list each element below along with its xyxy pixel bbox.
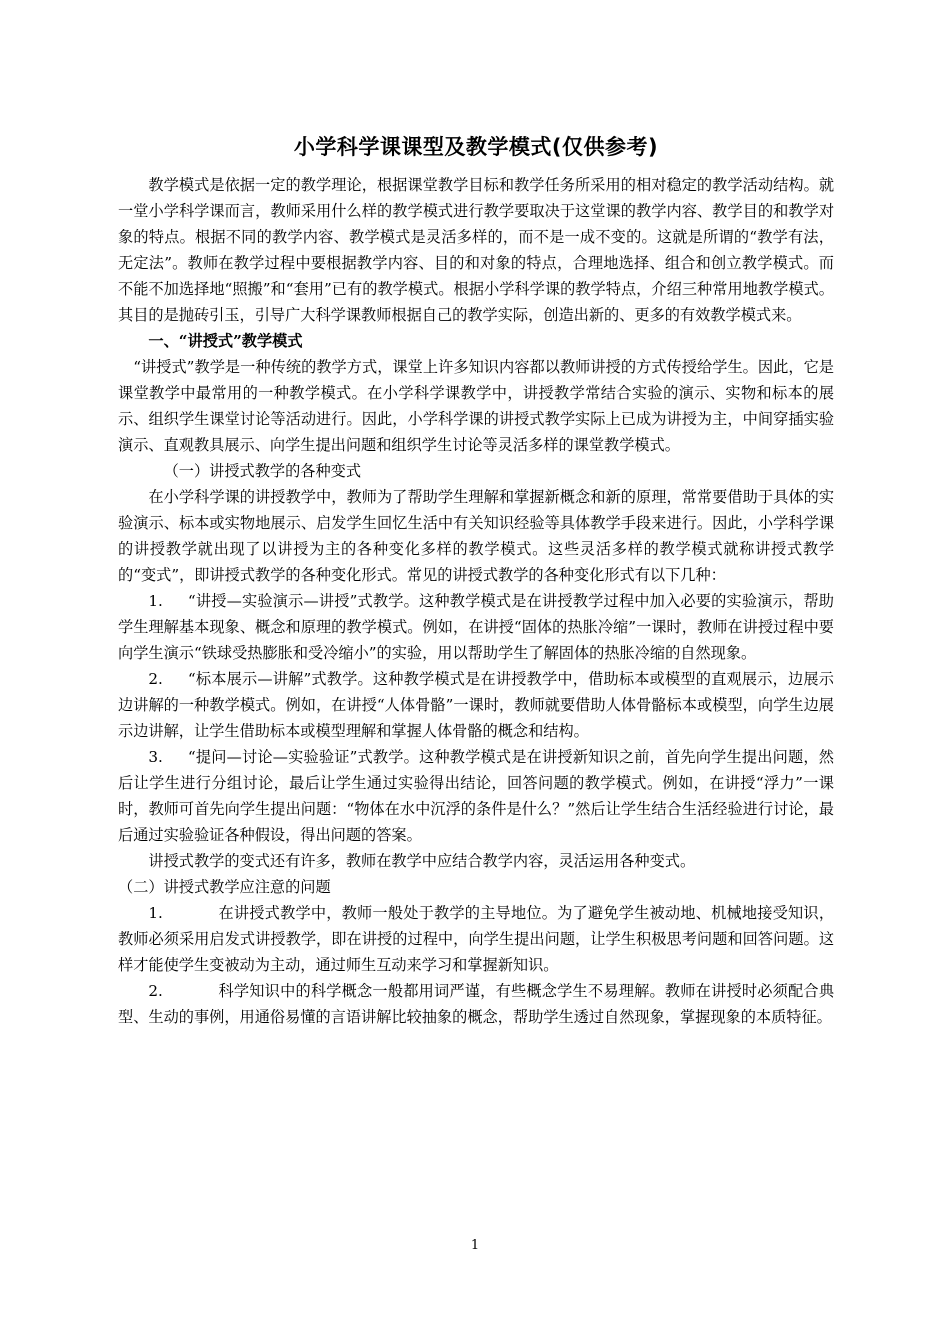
- note-item-number: 1.: [148, 904, 163, 922]
- list-item: [118, 744, 834, 848]
- subsection-title: 讲授式教学的各种变式: [209, 462, 362, 480]
- list-item: [118, 588, 834, 666]
- subsection-heading-variants: [118, 458, 834, 484]
- section-heading-lecture-mode: 一、“讲授式”教学模式: [148, 332, 303, 350]
- variants-summary-paragraph: 讲授式教学的变式还有许多，教师在教学中应结合教学内容，灵活运用各种变式。: [148, 852, 696, 870]
- list-item-number: 2.: [148, 670, 163, 688]
- list-item-number: 1.: [148, 592, 163, 610]
- subsection-heading-notes: （二）讲授式教学应注意的问题: [118, 878, 331, 896]
- variants-paragraph: 在小学科学课的讲授教学中，教师为了帮助学生理解和掌握新概念和新的原理，常常要借助于具体的实验演示、标本或实物地展示、启发学生回忆生活中有关知识经验等具体教学手段来进行。因此，小学科学课的讲授教学就出现了以讲授为主的各种变化多样的教学模式。这些灵活多样的教学模式就称讲授式教学的“变式”，即讲授式教学的各种变化形式。常见的讲授式教学的各种变化形式有以下几种：: [118, 488, 834, 584]
- note-item: [118, 900, 834, 978]
- document-body: [118, 132, 834, 1030]
- section-lecture-paragraph: “讲授式”教学是一种传统的教学方式，课堂上许多知识内容都以教师讲授的方式传授给学生。因此，它是课堂教学中最常用的一种教学模式。在小学科学课教学中，讲授教学常结合实验的演示、实物和标本的展示、组织学生课堂讨论等活动进行。因此，小学科学课的讲授式教学实际上已成为讲授为主，中间穿插实验演示、直观教具展示、向学生提出问题和组织学生讨论等灵活多样的课堂教学模式。: [118, 358, 834, 454]
- list-item-text: “提问—讨论—实验验证”式教学。这种教学模式是在讲授新知识之前，首先向学生提出问题，然后让学生进行分组讨论，最后让学生通过实验得出结论，回答问题的教学模式。例如，在讲授“浮力”一课时，教师可首先向学生提出问题：“物体在水中沉浮的条件是什么？”然后让学生结合生活经验进行讨论，最后通过实验验证各种假设，得出问题的答案。: [118, 748, 834, 844]
- list-item-text: “标本展示—讲解”式教学。这种教学模式是在讲授教学中，借助标本或模型的直观展示，边展示边讲解的一种教学模式。例如，在讲授“人体骨骼”一课时，教师就要借助人体骨骼标本或模型，向学生边展示边讲解，让学生借助标本或模型理解和掌握人体骨骼的概念和结构。: [118, 670, 834, 740]
- note-item-number: 2.: [148, 982, 163, 1000]
- list-item-text: “讲授—实验演示—讲授”式教学。这种教学模式是在讲授教学过程中加入必要的实验演示，帮助学生理解基本现象、概念和原理的教学模式。例如，在讲授“固体的热胀冷缩”一课时，教师在讲授过程中要向学生演示“铁球受热膨胀和受冷缩小”的实验，用以帮助学生了解固体的热胀冷缩的自然现象。: [118, 592, 834, 662]
- note-item-text: 科学知识中的科学概念一般都用词严谨，有些概念学生不易理解。教师在讲授时必须配合典型、生动的事例，用通俗易懂的言语讲解比较抽象的概念，帮助学生透过自然现象，掌握现象的本质特征。: [118, 982, 834, 1026]
- document-title: 小学科学课课型及教学模式(仅供参考): [293, 135, 659, 159]
- list-item: [118, 666, 834, 744]
- note-item-text: 在讲授式教学中，教师一般处于教学的主导地位。为了避免学生被动地、机械地接受知识，教师必须采用启发式讲授教学，即在讲授的过程中，向学生提出问题，让学生积极思考问题和回答问题。这样才能使学生变被动为主动，通过师生互动来学习和掌握新知识。: [118, 904, 834, 974]
- intro-paragraph: 教学模式是依据一定的教学理论，根据课堂教学目标和教学任务所采用的相对稳定的教学活动结构。就一堂小学科学课而言，教师采用什么样的教学模式进行教学要取决于这堂课的教学内容、教学目的和教学对象的特点。根据不同的教学内容、教学模式是灵活多样的，而不是一成不变的。这就是所谓的“教学有法，无定法”。教师在教学过程中要根据教学内容、目的和对象的特点，合理地选择、组合和创立教学模式。而不能不加选择地“照搬”和“套用”已有的教学模式。根据小学科学课的教学特点，介绍三种常用地教学模式。其目的是抛砖引玉，引导广大科学课教师根据自己的教学实际，创造出新的、更多的有效教学模式来。: [118, 176, 834, 324]
- page-number: 1: [470, 1238, 480, 1253]
- list-item-number: 3.: [148, 748, 163, 766]
- note-item: [118, 978, 834, 1030]
- subsection-number: （一）: [163, 462, 210, 480]
